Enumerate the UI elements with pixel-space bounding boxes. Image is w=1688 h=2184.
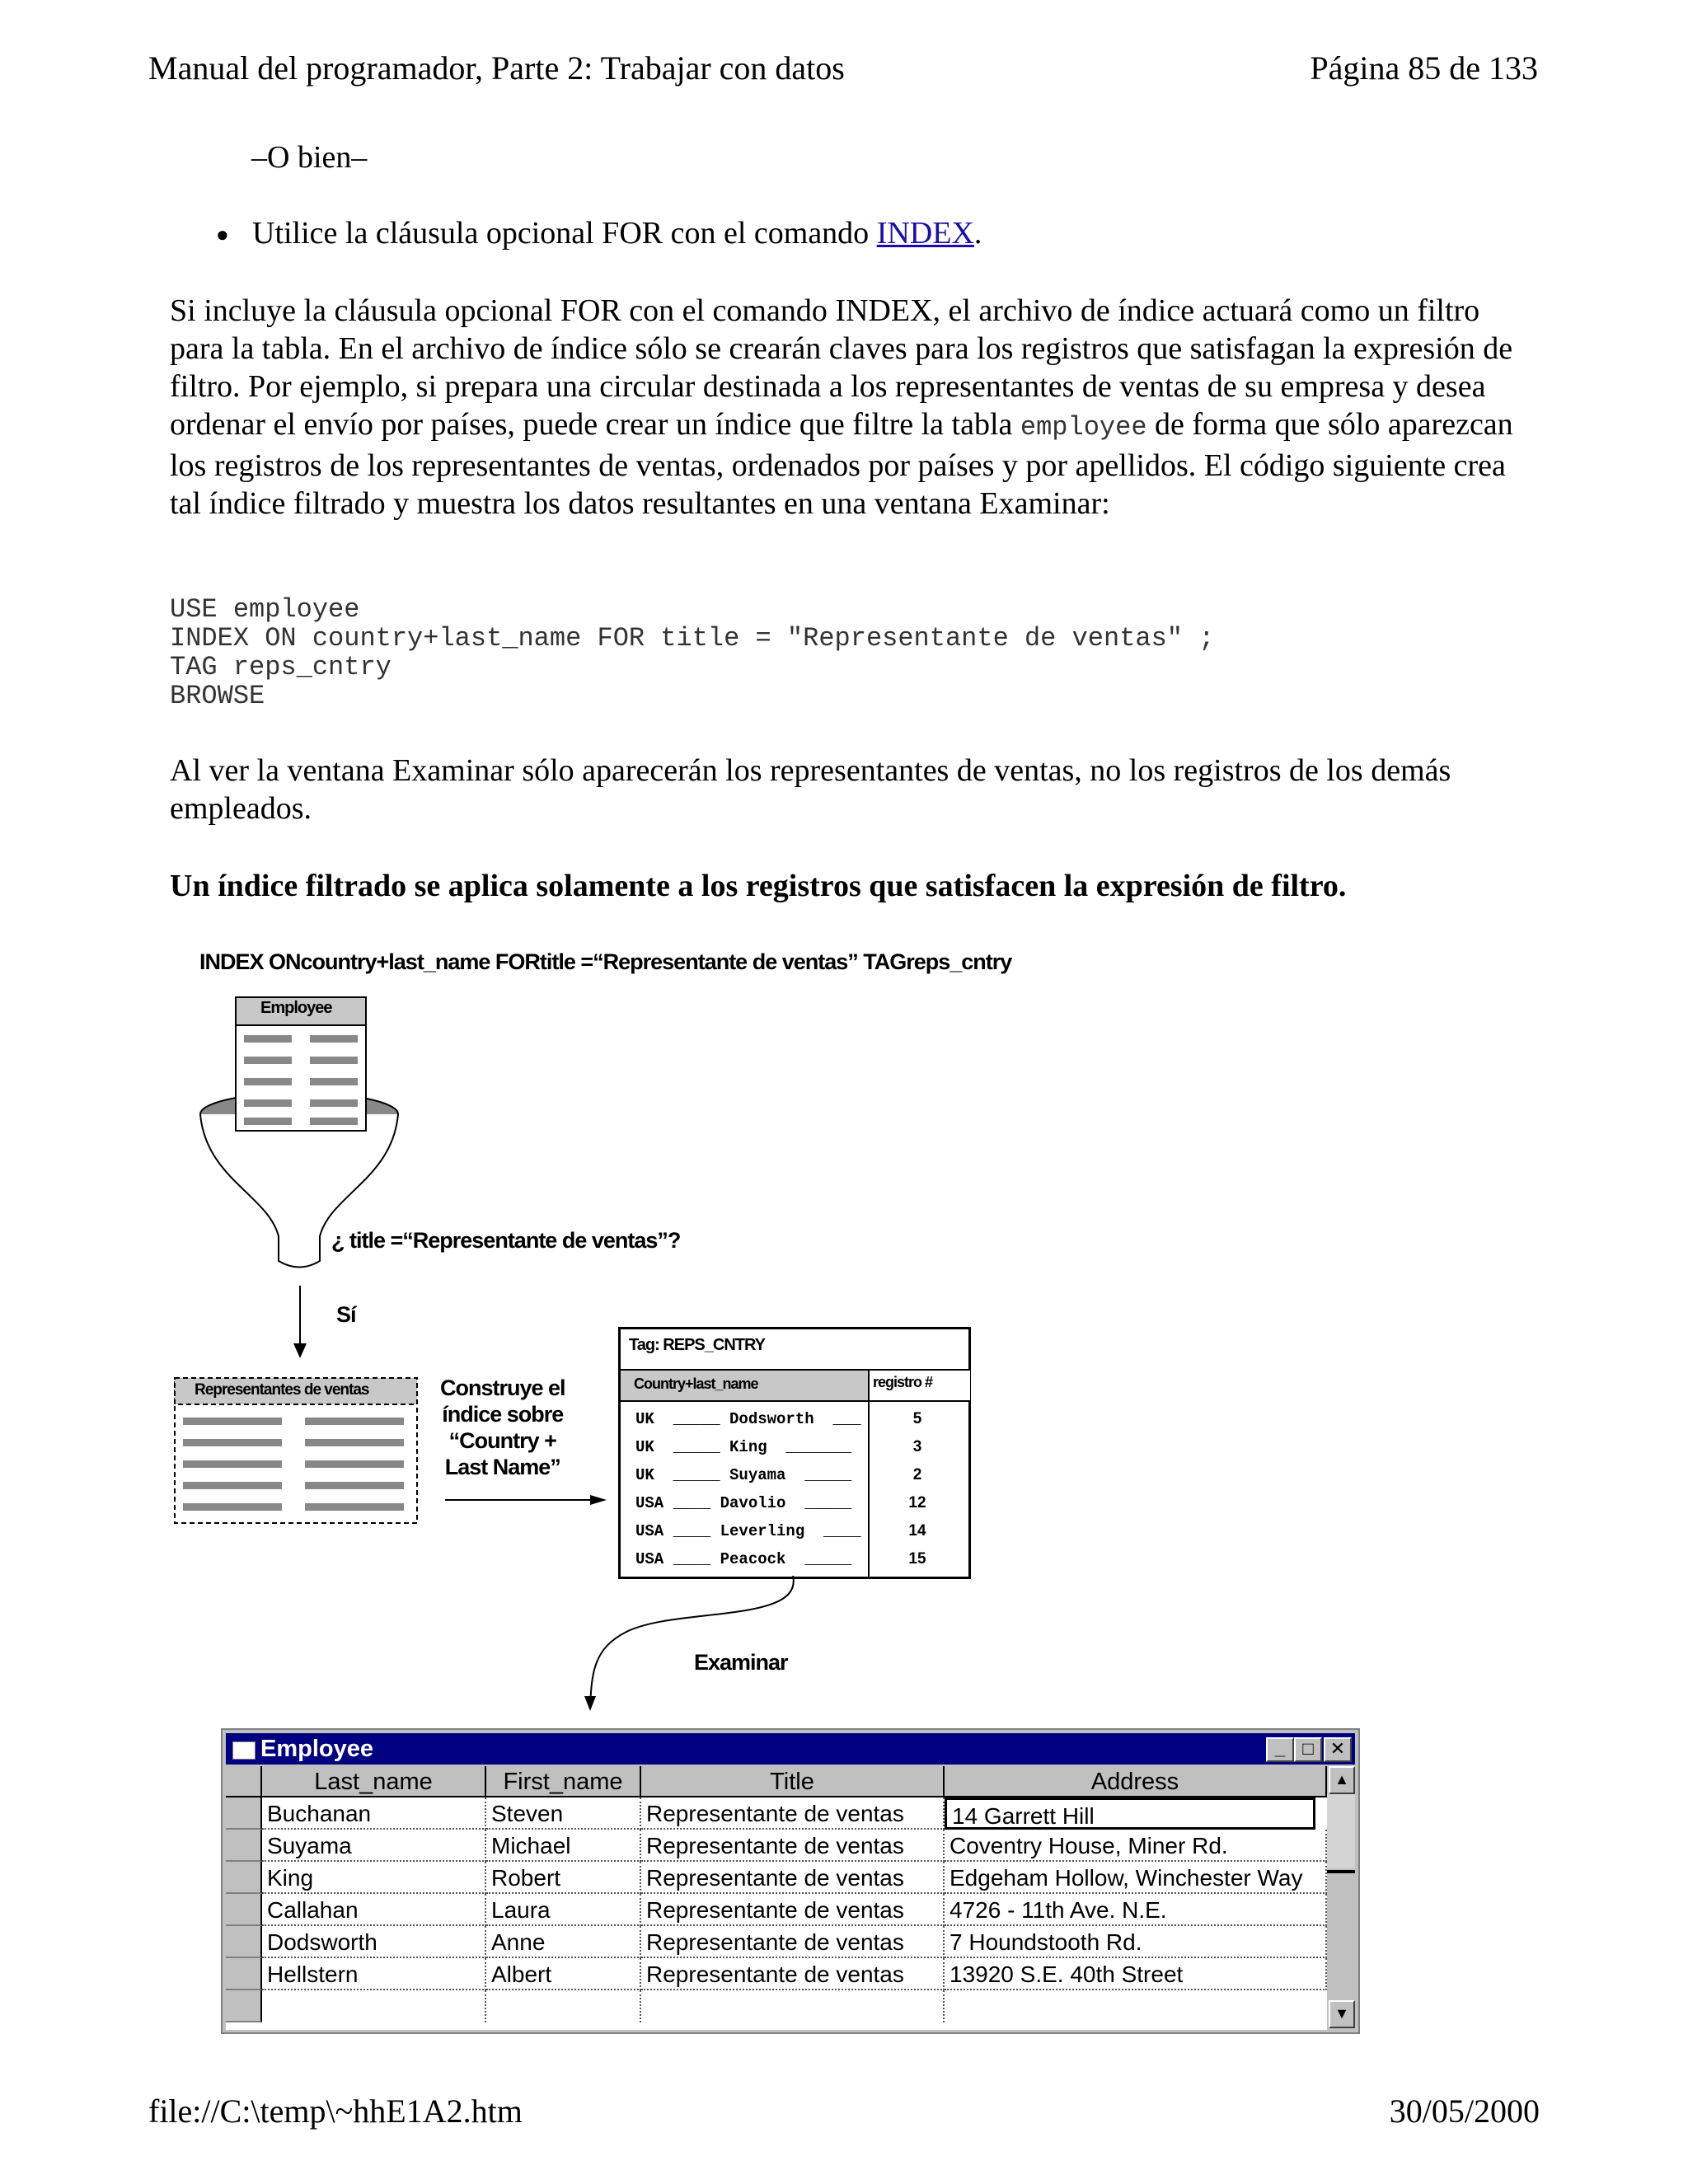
tag-col2-header [868, 1369, 970, 1402]
build-line-1: Construye el [440, 1376, 565, 1400]
cell-title[interactable]: Representante de ventas [641, 1894, 945, 1926]
cell-empty[interactable] [486, 1990, 641, 2022]
tag-row-rec: 2 [912, 1466, 922, 1483]
yes-label: Sí [336, 1302, 356, 1327]
paragraph-filter-explanation [170, 292, 1522, 523]
cell-empty[interactable] [641, 1990, 945, 2022]
cell-address[interactable]: 13920 S.E. 40th Street [945, 1958, 1327, 1990]
build-line-3: “Country + [448, 1428, 556, 1453]
footer-date: 30/05/2000 [1389, 2093, 1540, 2130]
row-selector[interactable] [226, 1990, 262, 2022]
cell-first-name[interactable]: Albert [486, 1958, 641, 1990]
cell-title[interactable]: Representante de ventas [641, 1926, 945, 1958]
cell-last-name[interactable]: King [262, 1862, 486, 1894]
row-selector[interactable] [226, 1926, 262, 1958]
cell-last-name[interactable]: Suyama [262, 1830, 486, 1862]
cell-first-name[interactable]: Michael [486, 1830, 641, 1862]
tag-row-key: UK _____ Suyama _____ [635, 1466, 852, 1484]
inline-code-employee: employee [1020, 412, 1147, 443]
window-icon[interactable] [232, 1741, 256, 1760]
cell-title[interactable]: Representante de ventas [641, 1797, 945, 1830]
tag-row-rec: 12 [908, 1494, 926, 1511]
browse-arrow [577, 1574, 808, 1714]
cell-last-name[interactable]: Dodsworth [262, 1926, 486, 1958]
bullet-dot: ● [216, 223, 229, 246]
column-header-first-name[interactable]: First_name [486, 1766, 641, 1797]
vertical-scrollbar[interactable] [1327, 1766, 1355, 2030]
index-link[interactable]: INDEX [876, 216, 974, 251]
column-header-last-name[interactable]: Last_name [262, 1766, 486, 1797]
build-index-label [440, 1375, 565, 1480]
cell-address[interactable]: 4726 - 11th Ave. N.E. [945, 1894, 1327, 1926]
scroll-down-arrow-icon[interactable]: ▼ [1329, 2000, 1355, 2028]
cell-title[interactable]: Representante de ventas [641, 1958, 945, 1990]
cell-empty[interactable] [262, 1990, 486, 2022]
row-selector[interactable] [226, 1830, 262, 1862]
close-button[interactable]: ✕ [1324, 1737, 1352, 1762]
tag-row-key: UK _____ Dodsworth ___ [635, 1410, 861, 1428]
scroll-thumb[interactable] [1327, 1870, 1355, 1873]
tag-row-key: USA ____ Davolio _____ [635, 1494, 852, 1512]
maximize-button[interactable]: □ [1294, 1737, 1322, 1762]
paragraph-browse-result: Al ver la ventana Examinar sólo aparecerán los representantes de ventas, no los registros de los demás empleados. [170, 753, 1451, 826]
column-header-title[interactable]: Title [641, 1766, 945, 1797]
browse-titlebar[interactable] [226, 1733, 1355, 1765]
tag-row-rec: 3 [912, 1438, 922, 1455]
cell-address-active[interactable]: 14 Garrett Hill [945, 1797, 1315, 1830]
cell-address[interactable]: Coventry House, Miner Rd. [945, 1830, 1327, 1862]
build-line-4: Last Name” [444, 1455, 560, 1479]
employee-table-label: Employee [260, 999, 332, 1017]
document-header-title: Manual del programador, Parte 2: Trabajar con datos [148, 49, 845, 87]
yes-arrow [288, 1286, 313, 1360]
code-block: USE employee INDEX ON country+last_name FOR title = "Representante de ventas" ; TAG reps_cntry BROWSE [170, 594, 1215, 711]
grid-corner [226, 1766, 262, 1797]
tag-divider [868, 1399, 870, 1577]
bullet-item [216, 214, 1452, 254]
cell-last-name[interactable]: Buchanan [262, 1797, 486, 1830]
row-selector[interactable] [226, 1862, 262, 1894]
browse-window[interactable] [221, 1728, 1360, 2034]
sales-reps-label: Representantes de ventas [195, 1381, 369, 1399]
cell-last-name[interactable]: Hellstern [262, 1958, 486, 1990]
row-selector[interactable] [226, 1894, 262, 1926]
cell-address[interactable]: Edgeham Hollow, Winchester Way [945, 1862, 1327, 1894]
cell-first-name[interactable]: Laura [486, 1894, 641, 1926]
build-arrow [445, 1492, 610, 1508]
tag-row-key: USA ____ Peacock _____ [635, 1550, 852, 1568]
browse-window-title: Employee [260, 1736, 373, 1762]
row-selector[interactable] [226, 1958, 262, 1990]
column-header-address[interactable]: Address [945, 1766, 1327, 1797]
paragraph-text-b: de forma que sólo aparezcan los registros de los representantes de ventas, ordenados por países y por apellidos. El código siguiente crea tal índice filtrado y muestra los datos resultantes en una ventana Examinar: [170, 407, 1513, 521]
bullet-text: Utilice la cláusula opcional FOR con el comando [252, 216, 877, 251]
cell-first-name[interactable]: Steven [486, 1797, 641, 1830]
tag-col2-label: registro # [873, 1374, 933, 1390]
browse-grid[interactable] [226, 1766, 1327, 2030]
tag-col1-label: Country+last_name [634, 1376, 758, 1392]
cell-address[interactable]: 7 Houndstooth Rd. [945, 1926, 1327, 1958]
section-heading: Un índice filtrado se aplica solamente a los registros que satisfacen la expresión de filtro. [170, 869, 1347, 903]
scroll-up-arrow-icon[interactable]: ▲ [1329, 1766, 1355, 1794]
tag-index-box [618, 1327, 971, 1579]
diagram-command-label: INDEX ONcountry+last_name FORtitle =“Representante de ventas” TAGreps_cntry [199, 949, 1012, 974]
cell-first-name[interactable]: Anne [486, 1926, 641, 1958]
build-line-2: índice sobre [442, 1402, 564, 1427]
tag-row-rec: 15 [908, 1550, 926, 1568]
cell-first-name[interactable]: Robert [486, 1862, 641, 1894]
bullet-end: . [973, 216, 982, 251]
paragraph-text-a: Si incluye la cláusula opcional FOR con el comando INDEX, el archivo de índice actuará como un filtro para la tabla. En el archivo de índice sólo se crearán claves para los registros que satisfagan la expresión de filtro. Por ejemplo, si prepara una circular destinada a los representantes de ventas de su empresa y desea ordenar el envío por países, puede crear un índice que filtre la tabla [170, 293, 1513, 442]
page-number: Página 85 de 133 [1310, 49, 1538, 87]
row-selector[interactable] [226, 1797, 262, 1830]
or-line: –O bien– [251, 140, 368, 175]
tag-row-key: UK _____ King _______ [635, 1438, 852, 1456]
scroll-track[interactable] [1327, 1794, 1355, 1868]
tag-row-rec: 14 [908, 1522, 926, 1540]
tag-col1-header [621, 1369, 868, 1402]
minimize-button[interactable]: _ [1266, 1737, 1294, 1762]
tag-row-rec: 5 [912, 1410, 922, 1427]
tag-row-key: USA ____ Leverling ____ [635, 1522, 861, 1540]
cell-title[interactable]: Representante de ventas [641, 1830, 945, 1862]
browse-label: Examinar [694, 1650, 788, 1675]
filter-question-label: ¿ title =“Representante de ventas”? [331, 1228, 681, 1253]
tag-title: Tag: REPS_CNTRY [629, 1336, 766, 1354]
cell-title[interactable]: Representante de ventas [641, 1862, 945, 1894]
cell-last-name[interactable]: Callahan [262, 1894, 486, 1926]
footer-file-path: file://C:\temp\~hhE1A2.htm [148, 2093, 523, 2130]
